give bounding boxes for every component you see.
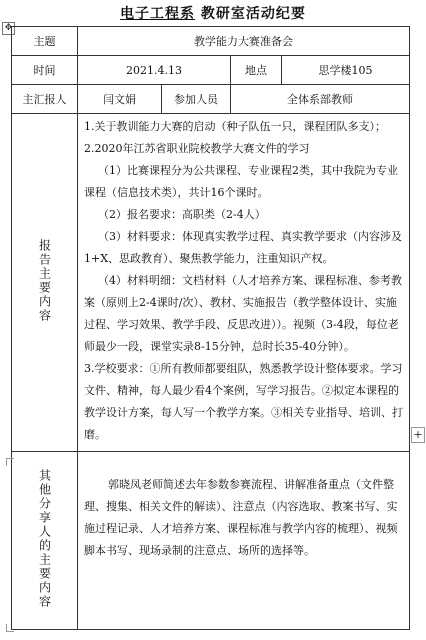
report-row <box>12 114 410 452</box>
document-title <box>0 3 426 23</box>
participants-value[interactable]: 全体系部教师 <box>231 85 410 114</box>
report-content-cell[interactable] <box>78 114 410 452</box>
participants-label: 参加人员 <box>162 85 231 114</box>
report-line: 3.学校要求：①所有教师都要组队，熟悉教学设计整体要求。学习文件、精神，每人最少看4个案例，写学习报告。②拟定本课程的教学设计方案，每人写一个教学方案。③相关专业指导、培训、打磨。 <box>84 362 403 441</box>
report-line: （4）材料明细：文档材料（人才培养方案、课程标准、参考教案（原则上2-4课时/次）、教材、实施报告（教学整体设计、实施过程、学习效果、教学手段、反思改进））。视频（3-4段，每位老师最少一段，课堂实录8-15分钟，总时长35-40分钟）。 <box>84 274 402 353</box>
place-value[interactable]: 思学楼105 <box>282 56 410 85</box>
activity-record-table <box>11 26 410 630</box>
corner-mark-icon <box>6 624 14 632</box>
others-content-cell[interactable] <box>78 452 410 630</box>
time-label: 时间 <box>12 56 78 85</box>
people-row <box>12 85 410 114</box>
host-label: 主汇报人 <box>12 85 78 114</box>
topic-label: 主题 <box>12 27 78 56</box>
report-line: （2）报名要求：高职类（2-4人） <box>98 208 266 221</box>
report-line: （1）比赛课程分为公共课程、专业课程2类，其中我院为专业课程（信息技术类），共计16个课时。 <box>84 164 398 199</box>
add-row-icon[interactable]: + <box>411 427 425 443</box>
others-content-label: 其他分享人的主要内容 <box>37 469 52 609</box>
report-content-label: 报告主要内容 <box>37 239 52 323</box>
time-value[interactable]: 2021.4.13 <box>78 56 231 85</box>
time-place-row <box>12 56 410 85</box>
department-name: 电子工程系 <box>120 6 196 22</box>
place-label: 地点 <box>231 56 282 85</box>
table-move-handle-icon[interactable]: ✥ <box>2 22 15 35</box>
report-line: 1.关于教训能力大赛的启动（种子队伍一只，课程团队多支）； <box>84 120 386 133</box>
host-value[interactable]: 闫文娟 <box>78 85 162 114</box>
topic-value[interactable]: 教学能力大赛准备会 <box>78 27 410 56</box>
topic-row <box>12 27 410 56</box>
report-line: 2.2020年江苏省职业院校教学大赛文件的学习 <box>84 142 310 155</box>
report-line: （3）材料要求：体现真实教学过程、真实教学要求（内容涉及1+X、思政教育）、聚焦教学能力，注重知识产权。 <box>84 230 402 265</box>
report-content-label-cell <box>12 114 78 452</box>
record-title: 教研室活动纪要 <box>195 6 306 22</box>
corner-mark-icon <box>6 458 14 466</box>
others-content-text: 郭晓凤老师简述去年参数参赛流程、讲解准备重点（文件整理、搜集、相关文件的解读）、注意点（内容选取、教案书写、实施过程记录、人才培养方案、课程标准与教学内容的梳理）、视频脚本书写、现场录制的注意点、场所的选择等。 <box>84 478 398 557</box>
others-content-label-cell <box>12 452 78 630</box>
others-row <box>12 452 410 630</box>
